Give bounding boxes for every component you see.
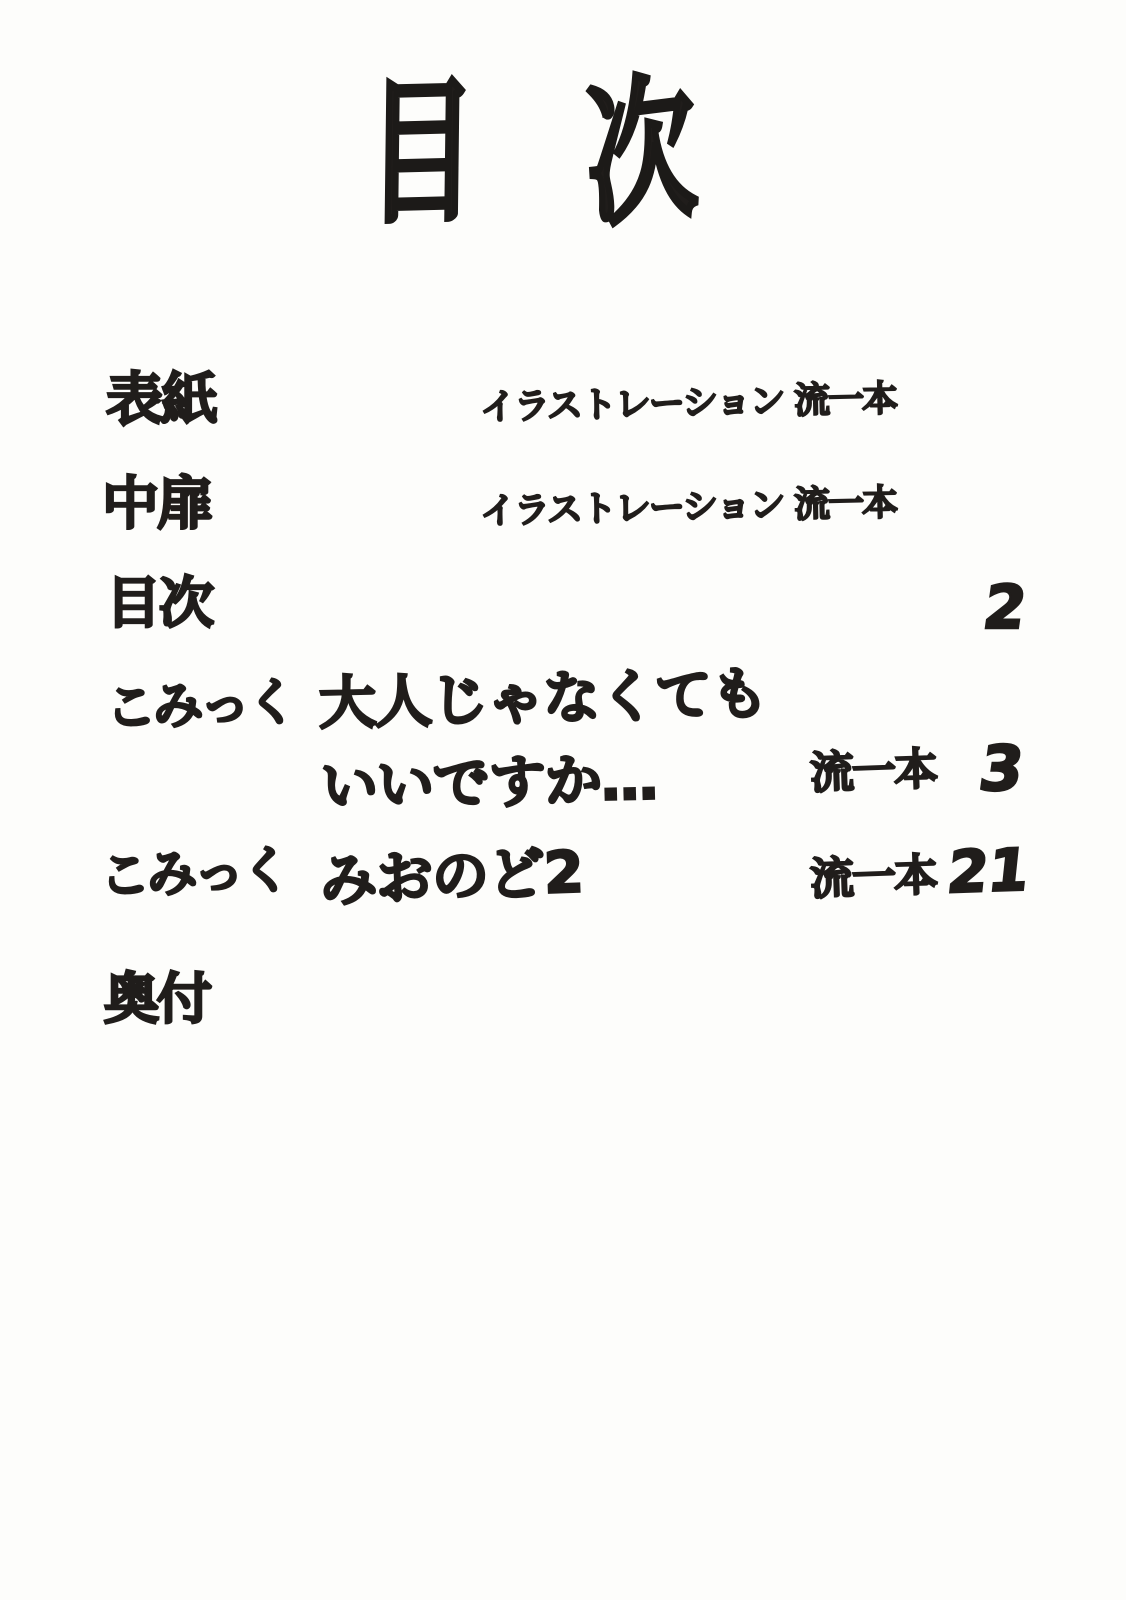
toc-row-title xyxy=(318,653,770,828)
toc-row-label: こみっく xyxy=(105,672,295,738)
toc-row-page-number: 2 xyxy=(979,573,1031,643)
toc-row-label: 奥付 xyxy=(104,967,211,1031)
toc-row-label: 表紙 xyxy=(106,367,216,433)
toc-row-label: こみっく xyxy=(99,840,289,906)
toc-row-label: 目次 xyxy=(106,571,213,635)
toc-row-title-line-2: いいですか… xyxy=(320,746,658,820)
toc-row-label: 中扉 xyxy=(102,471,212,537)
toc-row-page-number: 3 xyxy=(974,732,1029,805)
toc-row-title-line-1: 大人じゃなくても xyxy=(318,660,768,738)
page-title-char-2: 次 xyxy=(581,55,702,251)
toc-row-credit: 流一本 xyxy=(809,849,937,906)
toc-row-credit: 流一本 xyxy=(809,743,937,800)
page-title-char-1: 目 xyxy=(365,60,478,246)
toc-row-page-number: 21 xyxy=(944,835,1033,907)
toc-row-title: みおのど2 xyxy=(318,839,584,915)
toc-row-credit: イラストレーション 流一本 xyxy=(479,378,897,429)
toc-row-credit: イラストレーション 流一本 xyxy=(479,482,897,533)
